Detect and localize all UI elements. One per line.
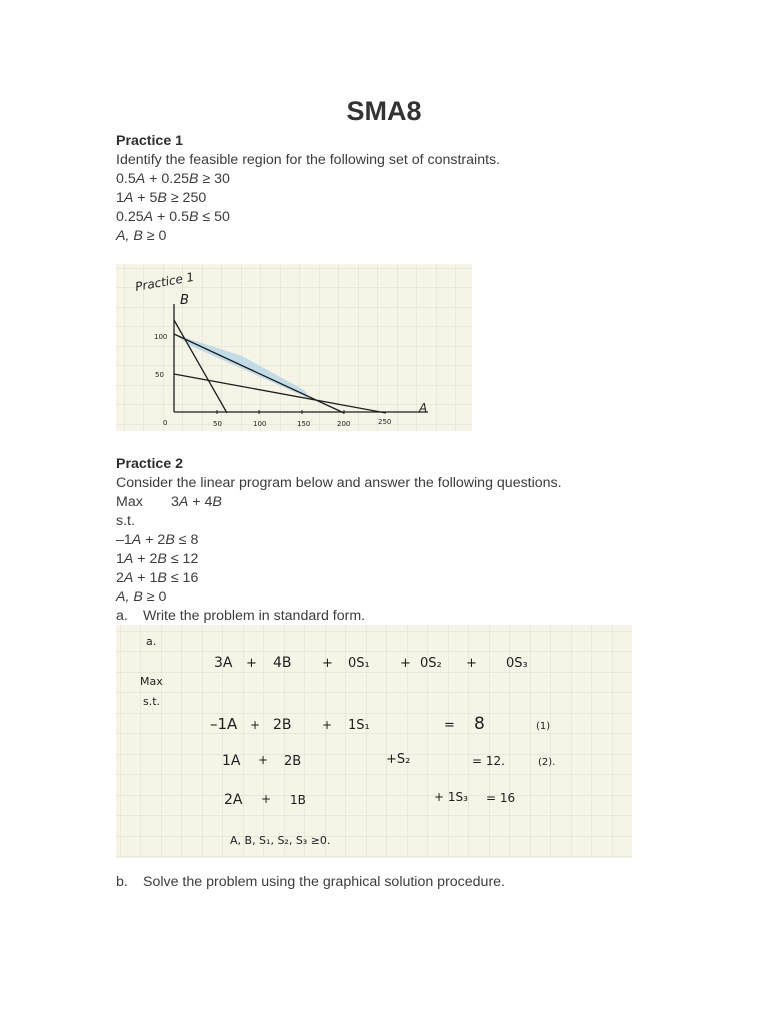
y-tick-100: 100 (154, 333, 168, 341)
hand-obj-plus-1: + (246, 656, 257, 671)
practice2-heading: Practice 2 (116, 456, 184, 472)
hand-r2-rhs: = 12. (472, 754, 505, 768)
hand-r2-plus: + (258, 753, 269, 767)
practice1-heading: Practice 1 (116, 133, 184, 149)
p1-constraint-2: 1A + 5B ≥ 250 (116, 190, 207, 206)
sketch-y-label: B (180, 293, 189, 308)
standard-form-sketch (116, 625, 632, 858)
y-tick-50: 50 (155, 371, 164, 379)
p2-st: s.t. (116, 513, 135, 529)
hand-r2-s2: +S₂ (386, 752, 411, 767)
practice2-prompt: Consider the linear program below and answer the following questions. (116, 475, 562, 491)
hand-obj-4b: 4B (273, 655, 292, 671)
hand-obj-plus-4: + (466, 656, 477, 671)
p1-nonnegativity: A, B ≥ 0 (116, 228, 167, 244)
hand-r1-b: 2B (273, 717, 292, 733)
hand-r3-s3: + 1S₃ (434, 790, 468, 804)
p2-nonnegativity: A, B ≥ 0 (116, 589, 167, 605)
hand-r2-a: 1A (222, 753, 241, 769)
p2-constraint-1: –1A + 2B ≤ 8 (116, 532, 199, 548)
sketch-title: Practice 1 (134, 269, 196, 294)
x-tick-250: 250 (378, 418, 392, 426)
practice1-prompt: Identify the feasible region for the following set of constraints. (116, 152, 501, 168)
x-tick-100: 100 (253, 420, 267, 428)
practice1-sketch (116, 264, 472, 431)
hand-r1-rhs: 8 (474, 714, 485, 734)
hand-obj-0s2: 0S₂ (420, 656, 442, 671)
hand-obj-0s3: 0S₃ (506, 656, 528, 671)
hand-r2-label: (2). (538, 757, 556, 768)
hand-r3-rhs: = 16 (486, 791, 516, 805)
hand-r1-label: (1) (536, 721, 551, 732)
hand-obj-plus-2: + (322, 656, 333, 671)
part-b-question: b. Solve the problem using the graphical solution procedure. (116, 874, 506, 890)
hand-r1-plus: + (250, 718, 261, 732)
hand-r1-a: –1A (210, 715, 238, 733)
p1-constraint-3: 0.25A + 0.5B ≤ 50 (116, 209, 230, 225)
p2-constraint-2: 1A + 2B ≤ 12 (116, 551, 199, 567)
hand-r1-plus2: + (322, 718, 333, 732)
hand-r2-b: 2B (284, 754, 302, 769)
x-tick-50: 50 (213, 420, 222, 428)
hand-obj-0s1: 0S₁ (348, 656, 370, 671)
sketch-x-label: A (419, 401, 428, 415)
p2-objective: Max 3A + 4B (116, 494, 222, 510)
hand-obj-3a: 3A (214, 655, 233, 671)
hand-r3-plus: + (261, 792, 272, 806)
hand-part-a: a. (146, 635, 157, 648)
x-tick-200: 200 (337, 420, 351, 428)
hand-max: Max (140, 675, 163, 688)
hand-nonneg: A, B, S₁, S₂, S₃ ≥0. (230, 834, 331, 847)
hand-obj-plus-3: + (400, 656, 411, 671)
x-tick-0: 0 (163, 419, 168, 427)
hand-r3-a: 2A (224, 792, 243, 808)
x-tick-150: 150 (297, 420, 311, 428)
p2-constraint-3: 2A + 1B ≤ 16 (116, 570, 199, 586)
page-title: SMA8 (346, 96, 422, 126)
hand-st: s.t. (143, 695, 161, 708)
hand-r1-s1: 1S₁ (348, 718, 370, 733)
part-a-question: a. Write the problem in standard form. (116, 608, 366, 624)
hand-r3-b: 1B (290, 793, 306, 807)
p1-constraint-1: 0.5A + 0.25B ≥ 30 (116, 171, 230, 187)
hand-r1-eq: = (444, 718, 455, 733)
